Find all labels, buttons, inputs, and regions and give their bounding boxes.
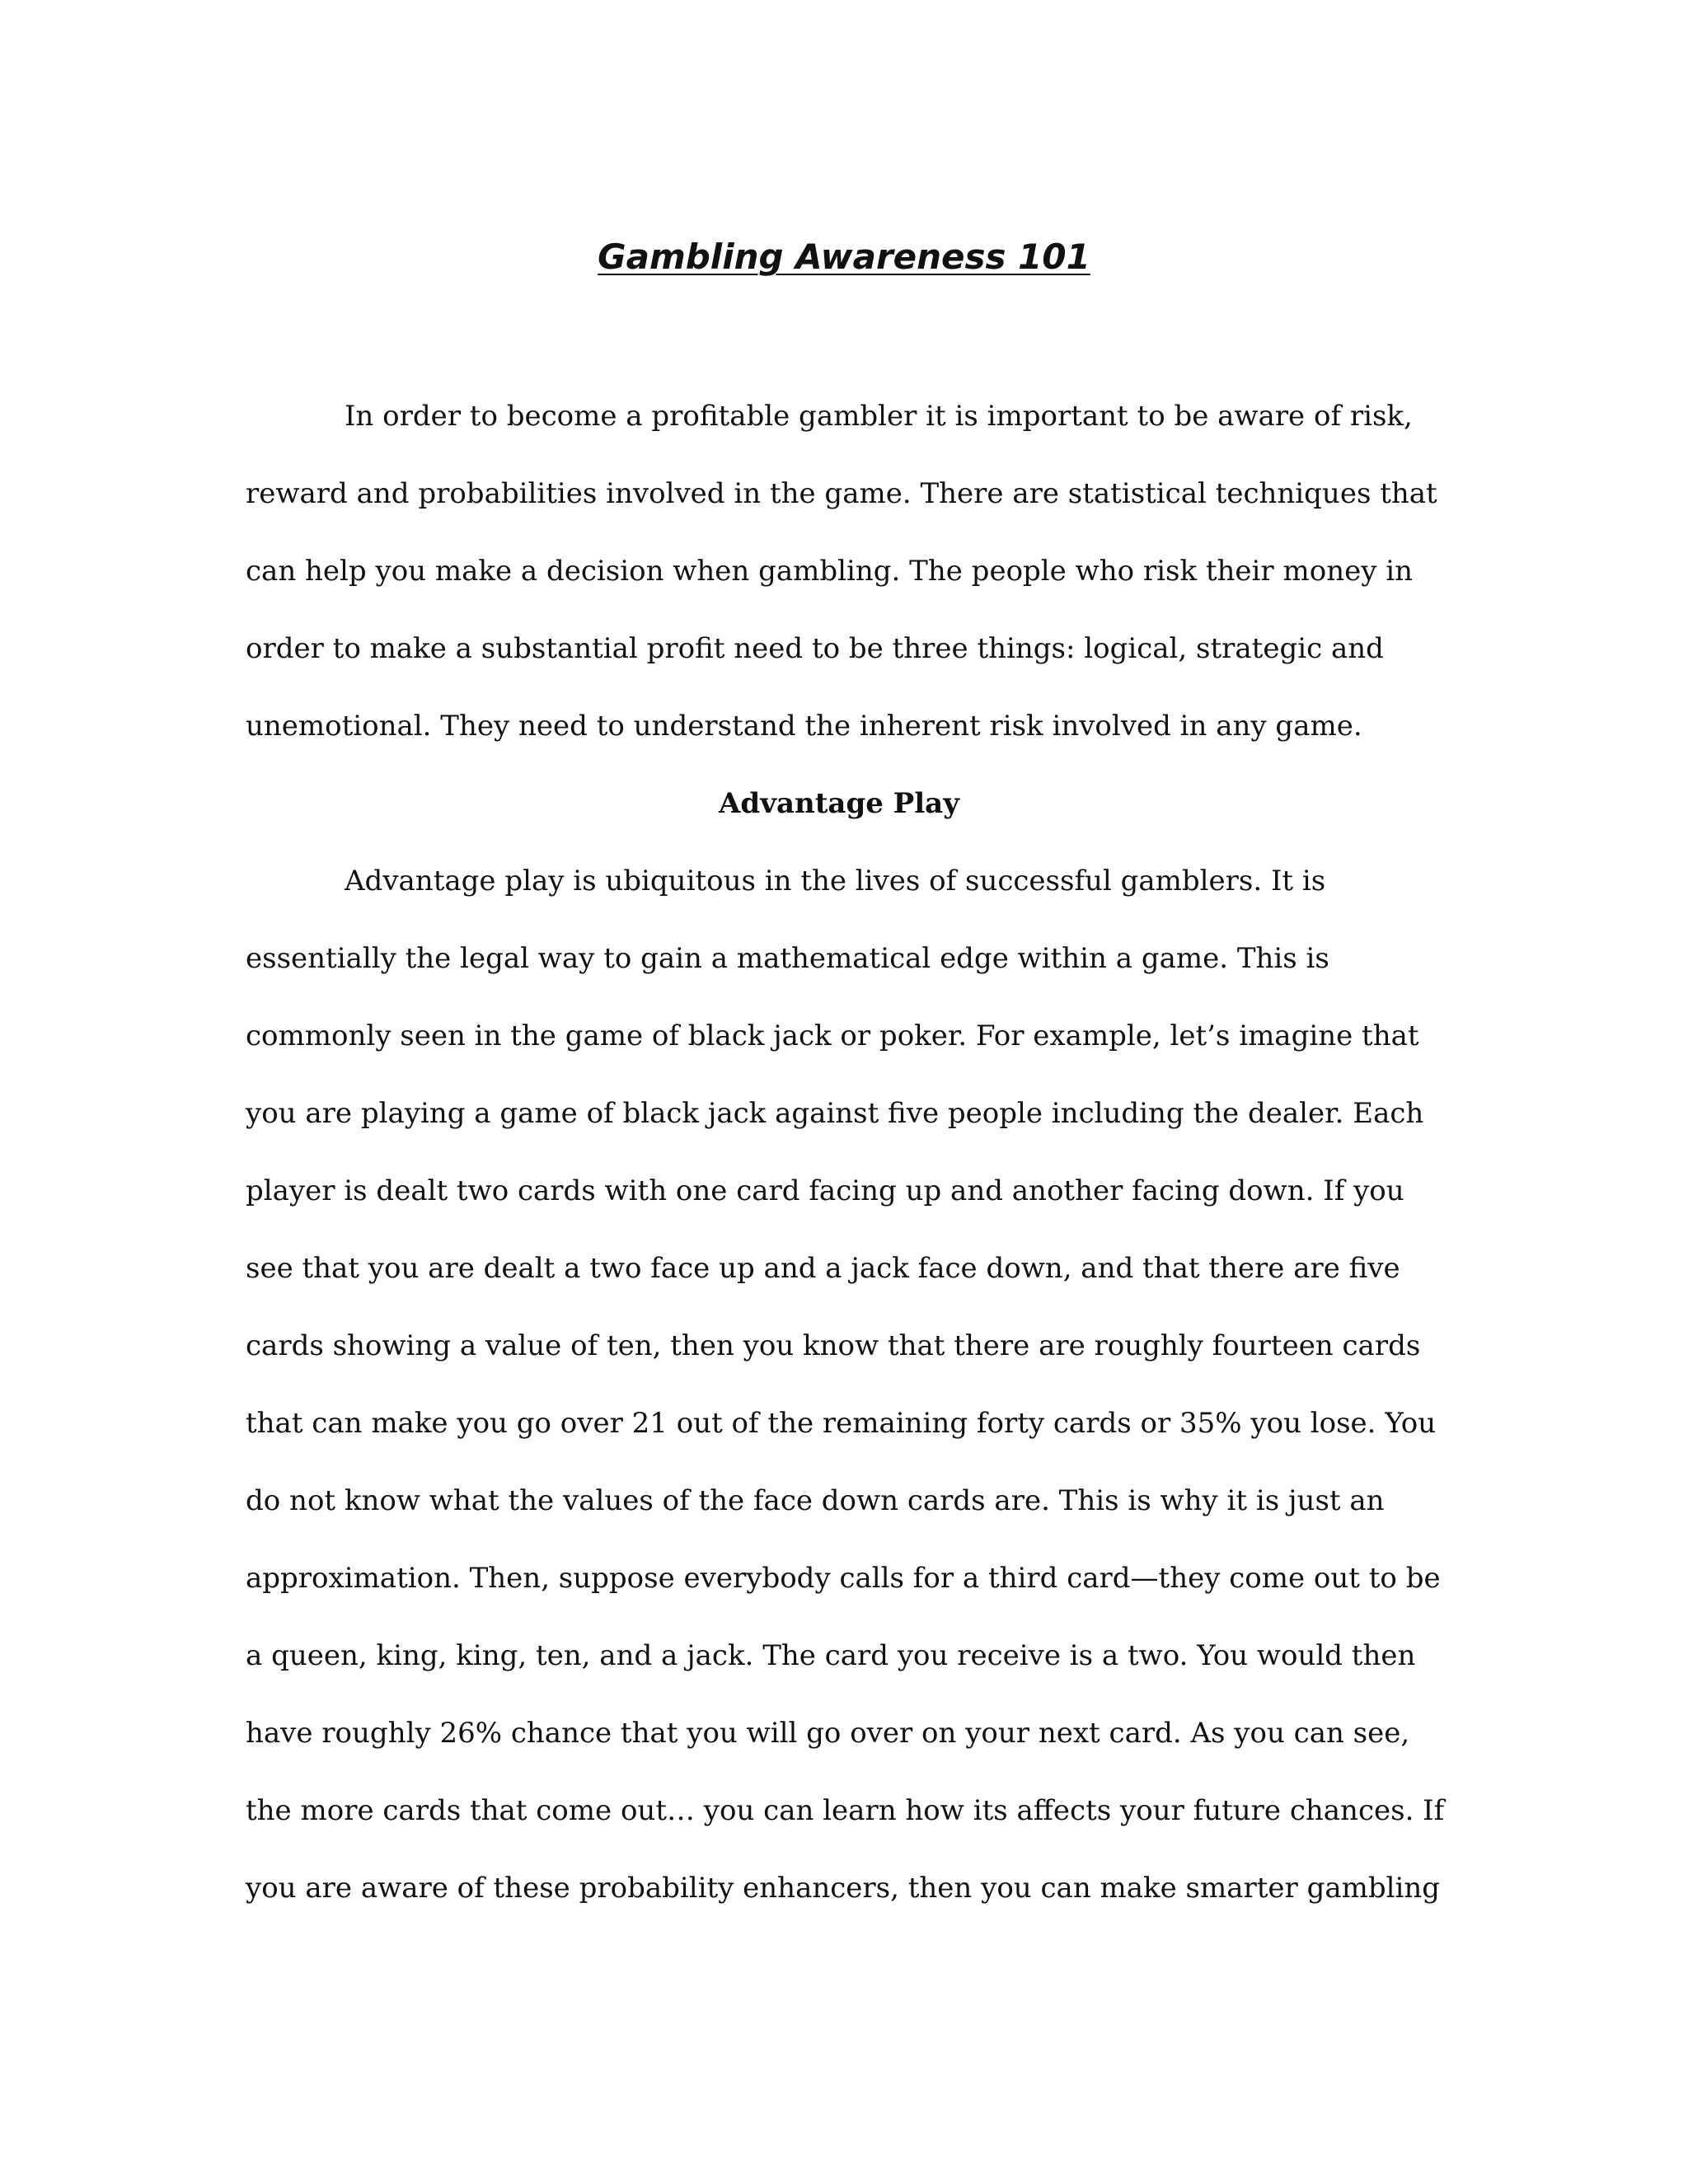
section-line: cards showing a value of ten, then you know that there are roughly fourteen cards [246,1329,1421,1362]
section-heading: Advantage Play [719,787,959,820]
section-line: commonly seen in the game of black jack or poker. For example, let’s imagine that [246,1019,1419,1052]
section-line: do not know what the values of the face down cards are. This is why it is just an [246,1484,1385,1517]
intro-line: reward and probabilities involved in the game. There are statistical techniques that [246,477,1437,510]
section-line: the more cards that come out… you can learn how its affects your future chances. If [246,1794,1445,1827]
intro-line: unemotional. They need to understand the inherent risk involved in any game. [246,710,1362,743]
section-line: see that you are dealt a two face up and a jack face down, and that there are five [246,1252,1400,1285]
section-line: Advantage play is ubiquitous in the lives of successful gamblers. It is [345,865,1326,898]
section-line: you are playing a game of black jack against five people including the dealer. Each [246,1097,1424,1130]
section-line: have roughly 26% chance that you will go over on your next card. As you can see, [246,1717,1410,1750]
section-line: a queen, king, king, ten, and a jack. The card you receive is a two. You would then [246,1639,1416,1672]
intro-line: In order to become a profitable gambler it is important to be aware of risk, [345,400,1413,433]
section-line: essentially the legal way to gain a mathematical edge within a game. This is [246,942,1329,975]
section-line: that can make you go over 21 out of the remaining forty cards or 35% you lose. You [246,1407,1437,1440]
section-line: approximation. Then, suppose everybody calls for a third card—they come out to be [246,1562,1441,1595]
intro-line: can help you make a decision when gambling. The people who risk their money in [246,555,1413,588]
section-line: player is dealt two cards with one card facing up and another facing down. If you [246,1174,1404,1207]
section-line: you are aware of these probability enhancers, then you can make smarter gambling [246,1872,1441,1905]
intro-line: order to make a substantial profit need to be three things: logical, strategic and [246,632,1384,665]
document-title: Gambling Awareness 101 [598,237,1090,277]
